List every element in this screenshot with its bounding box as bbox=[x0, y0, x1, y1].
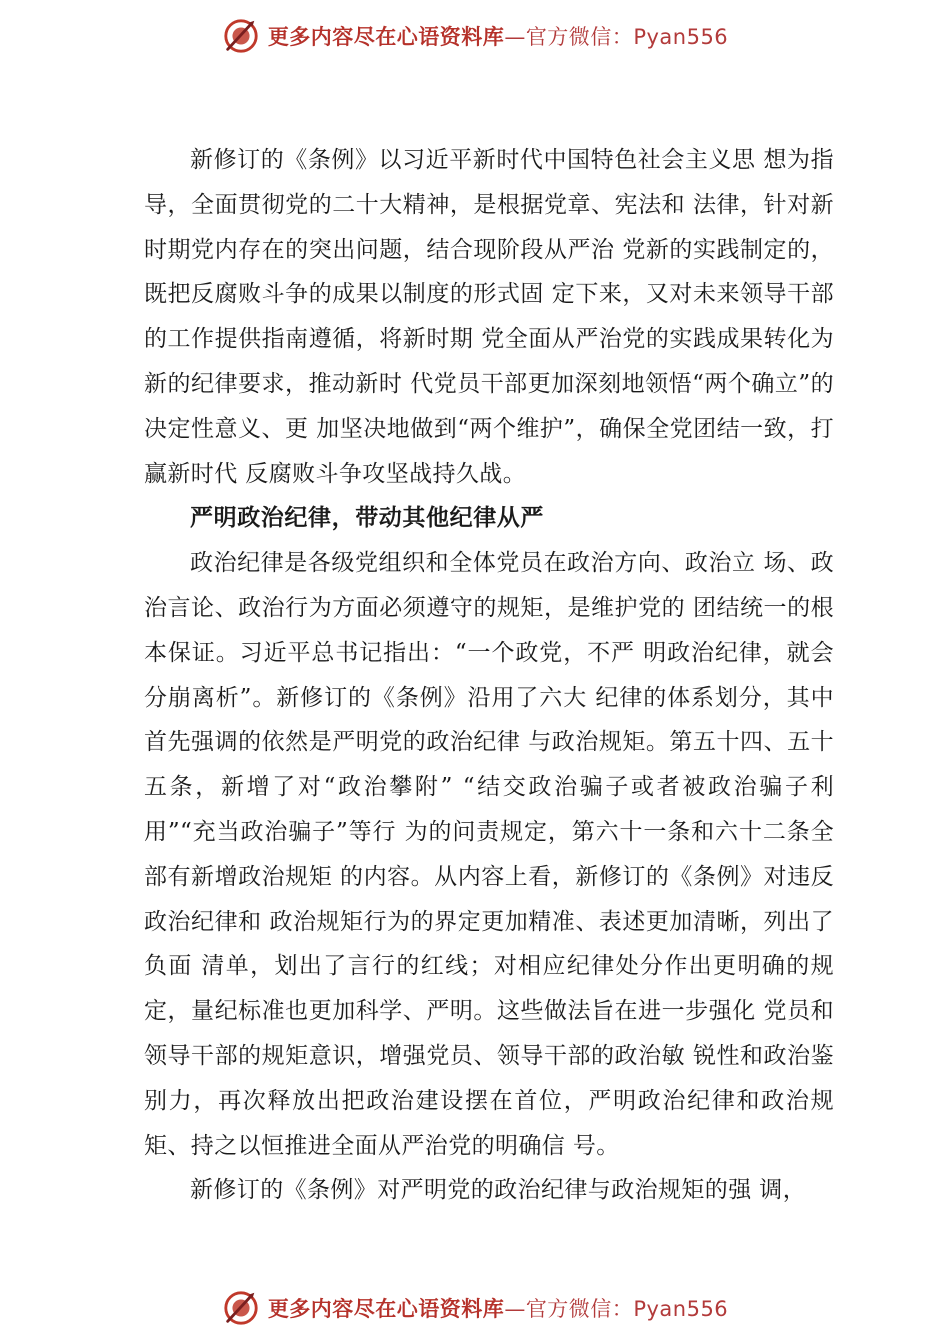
banner-text bbox=[268, 1293, 728, 1323]
banner-text bbox=[268, 21, 728, 51]
footer-banner bbox=[0, 1286, 950, 1330]
header-banner bbox=[0, 14, 950, 58]
brand-logo-icon bbox=[222, 1289, 260, 1327]
banner-title: 更多内容尽在心语资料库 bbox=[267, 25, 505, 49]
paragraph: 新修订的《条例》对严明党的政治纪律与政治规矩的强 调， bbox=[190, 1177, 807, 1204]
banner-wechat-id: Pyan556 bbox=[633, 25, 729, 49]
banner-title: 更多内容尽在心语资料库 bbox=[267, 1297, 505, 1321]
section-heading: 严明政治纪律，带动其他纪律从严 bbox=[190, 505, 544, 532]
banner-wechat-id: Pyan556 bbox=[633, 1297, 729, 1321]
brand-logo-icon bbox=[222, 17, 260, 55]
banner-wechat-label: 官方微信： bbox=[525, 25, 634, 49]
banner-dash: — bbox=[504, 1297, 526, 1321]
document-body bbox=[144, 138, 834, 1213]
banner-wechat-label: 官方微信： bbox=[525, 1297, 634, 1321]
paragraph: 政治纪律是各级党组织和全体党员在政治方向、政治立 场、政治言论、政治行为方面必须遵守的规矩，是维护党的 团结统一的根本保证。习近平总书记指出：“一个政党，不严 明政治纪律，就会分崩离析”。新修订的《条例》沿用了六大 纪律的体系划分，其中首先强调的依然是严明党的政治纪律 与政治规矩。第五十四、五十五条，新增了对“政治攀附” “结交政治骗子或者被政治骗子利用”“充当政治骗子”等行 为的问责规定，第六十一条和六十二条全部有新增政治规矩 的内容。从内容上看，新修订的《条例》对违反政治纪律和 政治规矩行为的界定更加精准、表述更加清晰，列出了负面 清单，划出了言行的红线；对相应纪律处分作出更明确的规 定，量纪标准也更加科学、严明。这些做法旨在进一步强化 党员和领导干部的规矩意识，增强党员、领导干部的政治敏 锐性和政治鉴别力，再次释放出把政治建设摆在首位，严明政治纪律和政治规矩、持之以恒推进全面从严治党的明确信 号。 bbox=[144, 550, 834, 1159]
banner-dash: — bbox=[504, 25, 526, 49]
paragraph: 新修订的《条例》以习近平新时代中国特色社会主义思 想为指导，全面贯彻党的二十大精神，是根据党章、宪法和 法律，针对新时期党内存在的突出问题，结合现阶段从严治 党新的实践制定的，既把反腐败斗争的成果以制度的形式固 定下来，又对未来领导干部的工作提供指南遵循，将新时期 党全面从严治党的实践成果转化为新的纪律要求，推动新时 代党员干部更加深刻地领悟“两个确立”的决定性意义、更 加坚决地做到“两个维护”，确保全党团结一致，打赢新时代 反腐败斗争攻坚战持久战。 bbox=[144, 147, 834, 487]
